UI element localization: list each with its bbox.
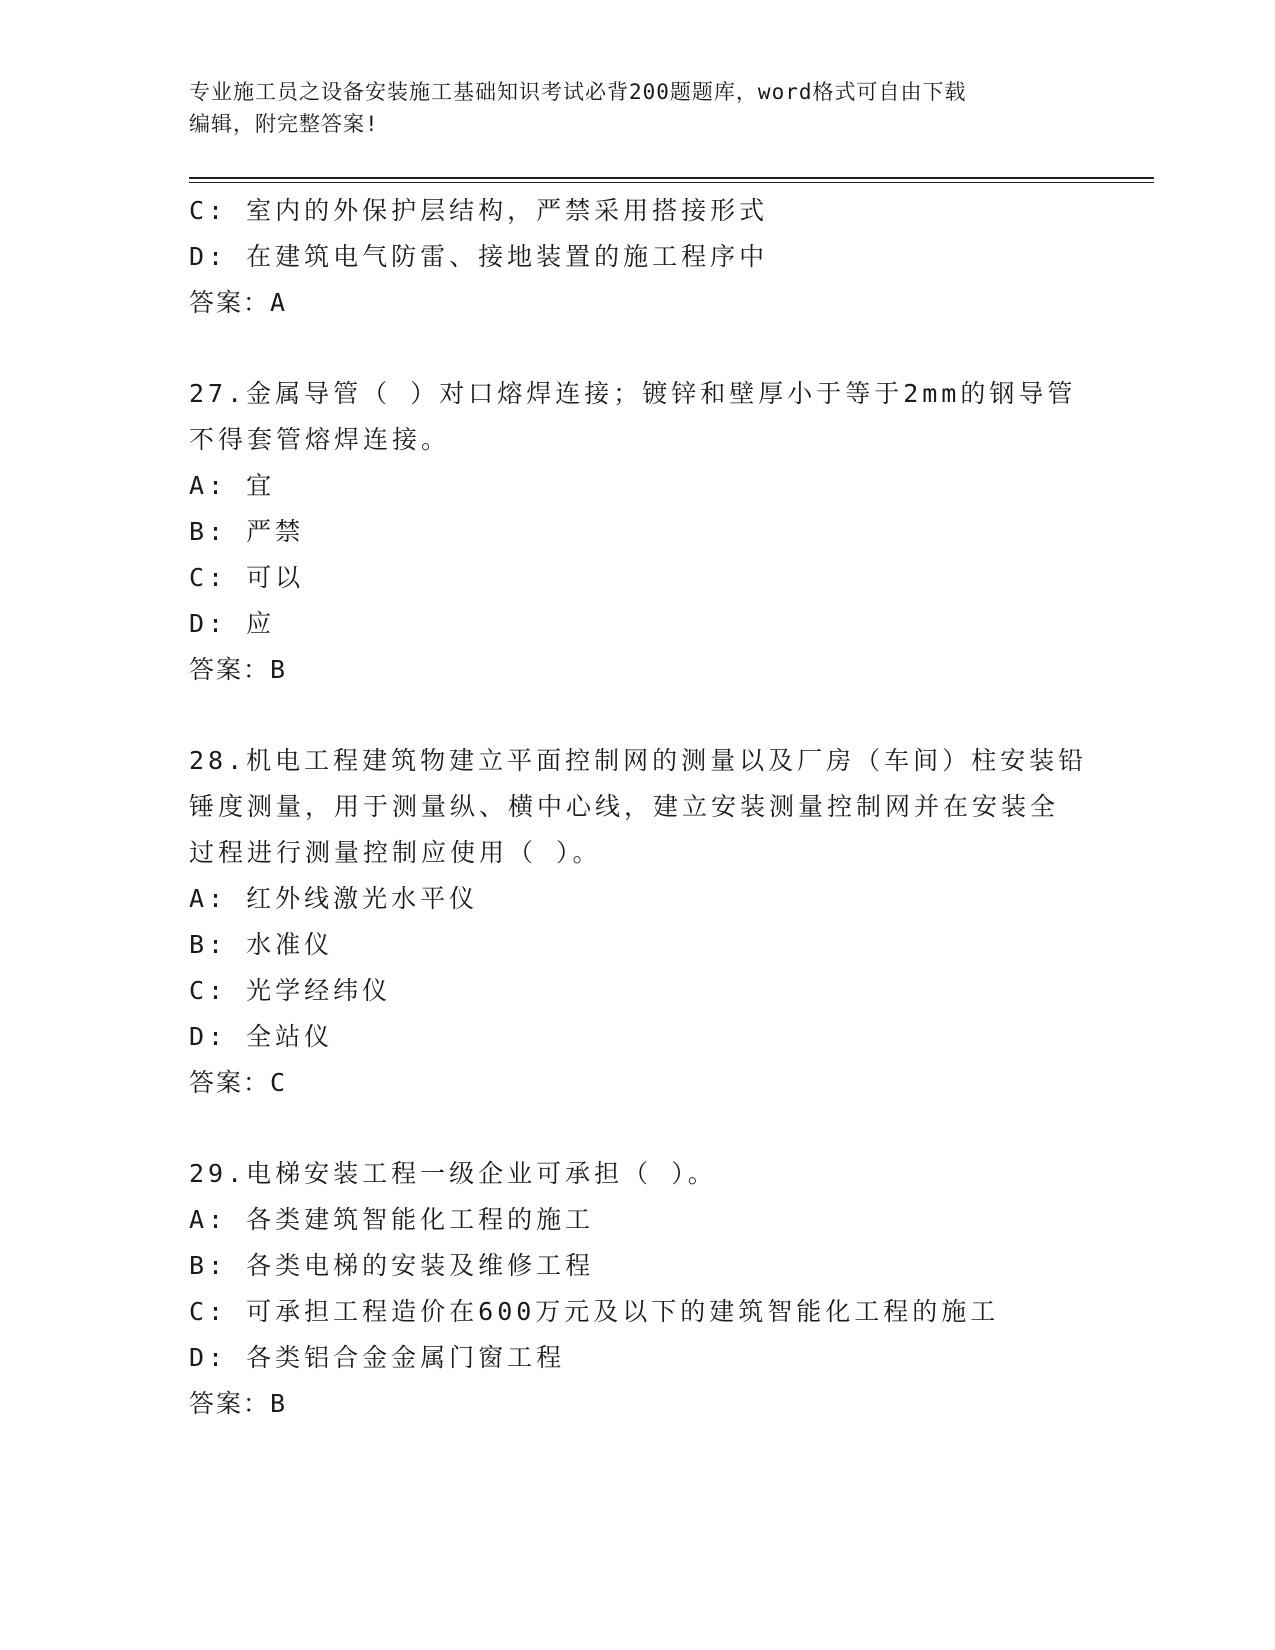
- answer: 答案：C: [189, 1068, 288, 1097]
- question-28: [189, 738, 1089, 1106]
- question-stem: 过程进行测量控制应使用（ ）。: [189, 838, 602, 867]
- option-c: C: 可承担工程造价在600万元及以下的建筑智能化工程的施工: [189, 1297, 1000, 1326]
- header-divider-thin: [189, 182, 1154, 183]
- answer: 答案：B: [189, 1389, 288, 1418]
- question-content: [189, 188, 1089, 1427]
- option-b: B: 水准仪: [189, 930, 334, 959]
- option-c: C: 光学经纬仪: [189, 976, 392, 1005]
- option-d: D: 各类铝合金金属门窗工程: [189, 1343, 566, 1372]
- option-d: D: 在建筑电气防雷、接地装置的施工程序中: [189, 242, 769, 271]
- answer: 答案：B: [189, 655, 288, 684]
- header-line-2: 编辑，附完整答案!: [189, 112, 379, 136]
- option-d: D: 全站仪: [189, 1022, 334, 1051]
- option-b: B: 各类电梯的安装及维修工程: [189, 1251, 595, 1280]
- question-stem: 28.机电工程建筑物建立平面控制网的测量以及厂房（车间）柱安装铅: [189, 746, 1088, 775]
- option-a: A: 红外线激光水平仪: [189, 884, 479, 913]
- header-divider-thick: [189, 177, 1154, 179]
- option-c: C: 可以: [189, 563, 305, 592]
- option-d: D: 应: [189, 609, 276, 638]
- question-stem: 不得套管熔焊连接。: [189, 425, 451, 454]
- option-a: A: 宜: [189, 471, 276, 500]
- question-26-continuation: [189, 188, 1089, 326]
- question-stem: 27.金属导管（ ）对口熔焊连接；镀锌和壁厚小于等于2mm的钢导管: [189, 379, 1077, 408]
- document-header: [189, 76, 1089, 140]
- header-line-1: 专业施工员之设备安装施工基础知识考试必背200题题库，word格式可自由下载: [189, 80, 967, 104]
- answer: 答案：A: [189, 288, 288, 317]
- question-29: [189, 1151, 1089, 1427]
- question-27: [189, 371, 1089, 693]
- option-a: A: 各类建筑智能化工程的施工: [189, 1205, 595, 1234]
- question-stem: 29.电梯安装工程一级企业可承担（ ）。: [189, 1159, 717, 1188]
- option-b: B: 严禁: [189, 517, 305, 546]
- question-stem: 锤度测量，用于测量纵、横中心线，建立安装测量控制网并在安装全: [189, 792, 1060, 821]
- option-c: C: 室内的外保护层结构，严禁采用搭接形式: [189, 196, 769, 225]
